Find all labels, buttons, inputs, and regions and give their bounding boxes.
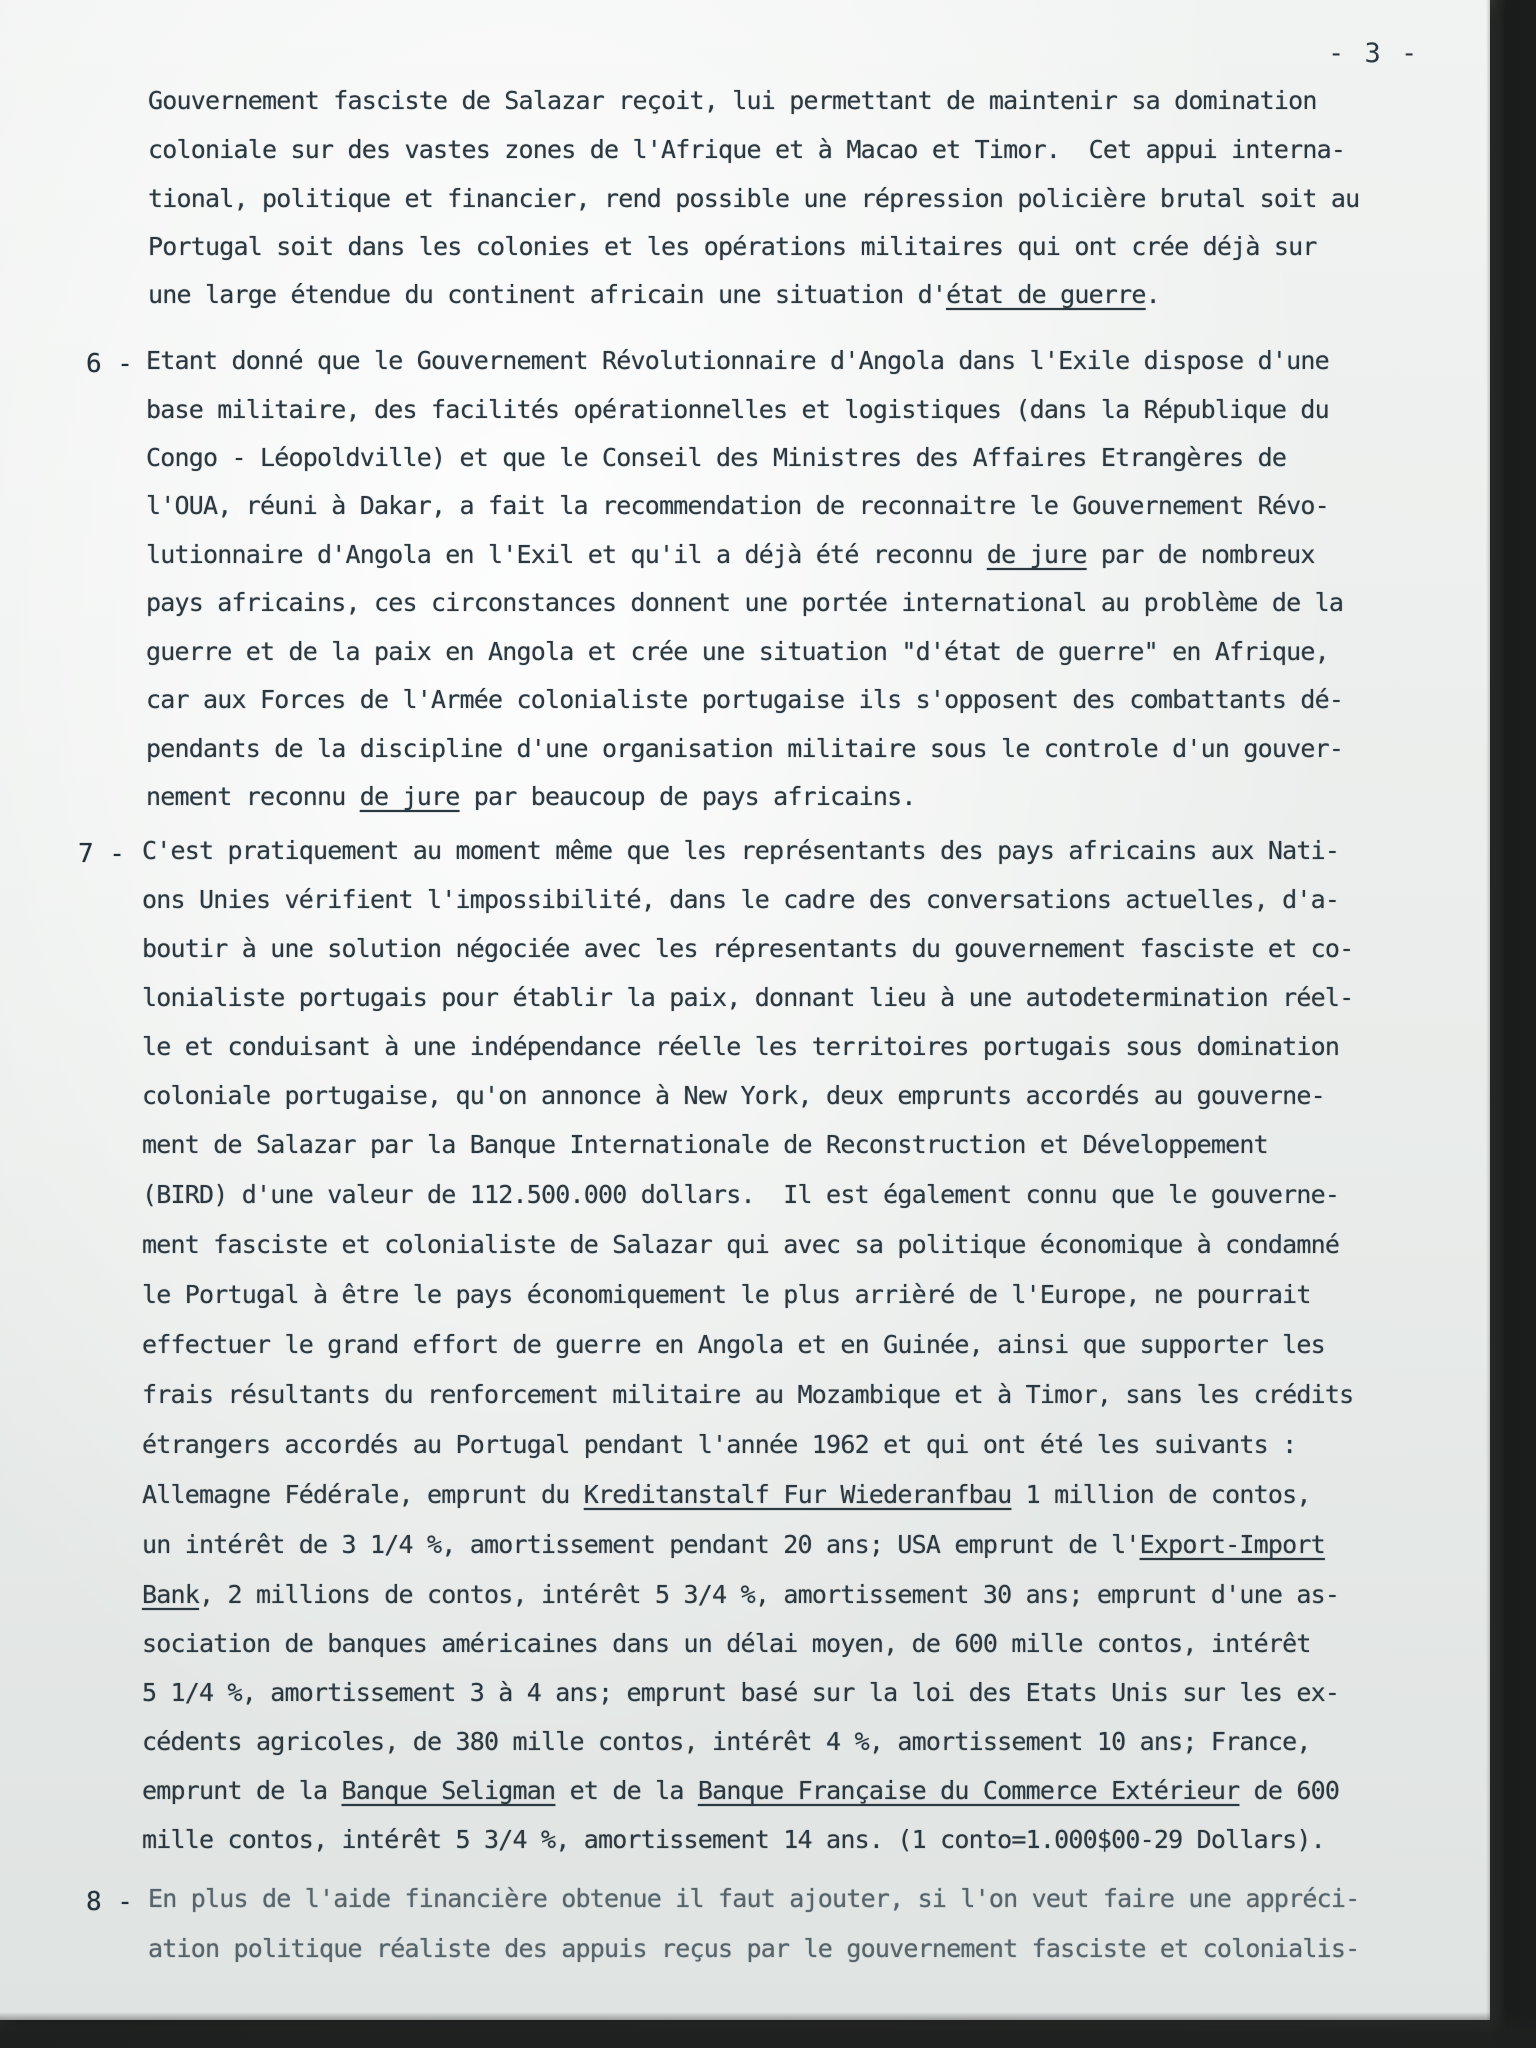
p7-line-20-prefix: emprunt de la bbox=[142, 1776, 342, 1805]
p6-line-10-suffix: par beaucoup de pays africains. bbox=[459, 782, 916, 811]
p7-line-14 bbox=[142, 1470, 1311, 1519]
p6-line-9: pendants de la discipline d'une organisation militaire sous le controle d'un gouver- bbox=[146, 734, 1344, 763]
p7-line-12: frais résultants du renforcement militaire au Mozambique et à Timor, sans les crédits bbox=[142, 1380, 1354, 1409]
p5-line-3: tional, politique et financier, rend possible une répression policière brutal soit au bbox=[148, 184, 1360, 213]
page-number: - 3 - bbox=[1328, 38, 1420, 69]
p6-line-3: Congo - Léopoldville) et que le Conseil des Ministres des Affaires Etrangères de bbox=[146, 443, 1287, 472]
p7-line-7: ment de Salazar par la Banque Internationale de Reconstruction et Développement bbox=[142, 1130, 1268, 1159]
p7-line-9: ment fasciste et colonialiste de Salazar qui avec sa politique économique à condamné bbox=[142, 1230, 1340, 1259]
page-edge-shadow bbox=[1486, 0, 1536, 2048]
p7-underlined-bank: Bank bbox=[142, 1580, 200, 1609]
p7-line-3: boutir à une solution négociée avec les répresentants du gouvernement fasciste et co- bbox=[142, 934, 1354, 963]
p7-underlined-banque-francaise: Banque Française du Commerce Extérieur bbox=[697, 1776, 1240, 1805]
page-bottom-shadow bbox=[0, 2012, 1536, 2048]
p6-line-6: pays africains, ces circonstances donnent une portée international au problème de la bbox=[146, 588, 1344, 617]
p7-underlined-kreditanstalt: Kreditanstalf Fur Wiederanfbau bbox=[583, 1480, 1012, 1509]
paragraph-number-8: 8 - bbox=[86, 1887, 133, 1917]
paragraph-number-6: 6 - bbox=[86, 349, 133, 379]
p5-line-5 bbox=[148, 270, 1160, 319]
p7-line-17: sociation de banques américaines dans un délai moyen, de 600 mille contos, intérêt bbox=[142, 1629, 1311, 1658]
p7-line-5: le et conduisant à une indépendance réelle les territoires portugais sous domination bbox=[142, 1032, 1340, 1061]
p8-line-2: ation politique réaliste des appuis reçus par le gouvernement fasciste et colonialis- bbox=[148, 1934, 1360, 1963]
p6-line-1: Etant donné que le Gouvernement Révolutionnaire d'Angola dans l'Exile dispose d'une bbox=[146, 346, 1329, 375]
paragraph-number-7: 7 - bbox=[78, 839, 125, 869]
p7-line-6: coloniale portugaise, qu'on annonce à New York, deux emprunts accordés au gouverne- bbox=[142, 1081, 1325, 1110]
p5-line-4: Portugal soit dans les colonies et les opérations militaires qui ont crée déjà sur bbox=[148, 232, 1317, 261]
p5-underlined-etat-de-guerre: état de guerre bbox=[946, 280, 1146, 309]
p6-line-5-prefix: lutionnaire d'Angola en l'Exil et qu'il a déjà été reconnu bbox=[146, 540, 987, 569]
p7-line-14-suffix: 1 million de contos, bbox=[1011, 1480, 1311, 1509]
p7-line-2: ons Unies vérifient l'impossibilité, dans le cadre des conversations actuelles, d'a- bbox=[142, 885, 1340, 914]
p5-line-5-prefix: une large étendue du continent africain une situation d' bbox=[148, 280, 947, 309]
p7-line-16 bbox=[142, 1570, 1339, 1619]
p8-line-1: En plus de l'aide financière obtenue il faut ajouter, si l'on veut faire une appréci- bbox=[148, 1884, 1360, 1913]
p6-line-8: car aux Forces de l'Armée colonialiste portugaise ils s'opposent des combattants dé- bbox=[146, 685, 1344, 714]
p7-underlined-export-import: Export-Import bbox=[1139, 1530, 1325, 1559]
p7-line-4: lonialiste portugais pour établir la paix, donnant lieu à une autodetermination réel- bbox=[142, 983, 1354, 1012]
p7-line-20 bbox=[142, 1766, 1339, 1815]
p7-line-14-prefix: Allemagne Fédérale, emprunt du bbox=[142, 1480, 584, 1509]
p6-underlined-de-jure-1: de jure bbox=[986, 540, 1087, 569]
p7-line-20-middle: et de la bbox=[555, 1776, 698, 1805]
p6-underlined-de-jure-2: de jure bbox=[359, 782, 460, 811]
p5-line-1: Gouvernement fasciste de Salazar reçoit, lui permettant de maintenir sa domination bbox=[148, 86, 1317, 115]
p7-line-8: (BIRD) d'une valeur de 112.500.000 dollars. Il est également connu que le gouverne- bbox=[142, 1180, 1340, 1209]
p6-line-2: base militaire, des facilités opérationnelles et logistiques (dans la République du bbox=[146, 395, 1329, 424]
p7-line-15 bbox=[142, 1520, 1325, 1569]
p7-line-10: le Portugal à être le pays économiquement le plus arrièré de l'Europe, ne pourrait bbox=[142, 1280, 1311, 1309]
p6-line-5 bbox=[146, 530, 1315, 579]
p6-line-7: guerre et de la paix en Angola et crée une situation "d'état de guerre" en Afrique, bbox=[146, 637, 1329, 666]
p7-line-20-suffix: de 600 bbox=[1239, 1776, 1340, 1805]
p7-line-16-suffix: , 2 millions de contos, intérêt 5 3/4 %, amortissement 30 ans; emprunt d'une as- bbox=[199, 1580, 1340, 1609]
p7-line-15-prefix: un intérêt de 3 1/4 %, amortissement pendant 20 ans; USA emprunt de l' bbox=[142, 1530, 1140, 1559]
p5-line-5-suffix: . bbox=[1145, 280, 1160, 309]
p6-line-4: l'OUA, réuni à Dakar, a fait la recommendation de reconnaitre le Gouvernement Révo- bbox=[146, 491, 1329, 520]
p7-line-21: mille contos, intérêt 5 3/4 %, amortissement 14 ans. (1 conto=1.000$00-29 Dollars). bbox=[142, 1825, 1325, 1854]
p7-underlined-banque-seligman: Banque Seligman bbox=[341, 1776, 556, 1805]
p7-line-1: C'est pratiquement au moment même que les représentants des pays africains aux Nati- bbox=[142, 836, 1340, 865]
p5-line-2: coloniale sur des vastes zones de l'Afrique et à Macao et Timor. Cet appui interna- bbox=[148, 135, 1346, 164]
p6-line-10-prefix: nement reconnu bbox=[146, 782, 360, 811]
p7-line-18: 5 1/4 %, amortissement 3 à 4 ans; emprunt basé sur la loi des Etats Unis sur les ex- bbox=[142, 1678, 1340, 1707]
p6-line-5-suffix: par de nombreux bbox=[1086, 540, 1315, 569]
p7-line-13: étrangers accordés au Portugal pendant l'année 1962 et qui ont été les suivants : bbox=[142, 1430, 1297, 1459]
p7-line-11: effectuer le grand effort de guerre en Angola et en Guinée, ainsi que supporter les bbox=[142, 1330, 1325, 1359]
p6-line-10 bbox=[146, 772, 916, 821]
p7-line-19: cédents agricoles, de 380 mille contos, intérêt 4 %, amortissement 10 ans; France, bbox=[142, 1727, 1311, 1756]
